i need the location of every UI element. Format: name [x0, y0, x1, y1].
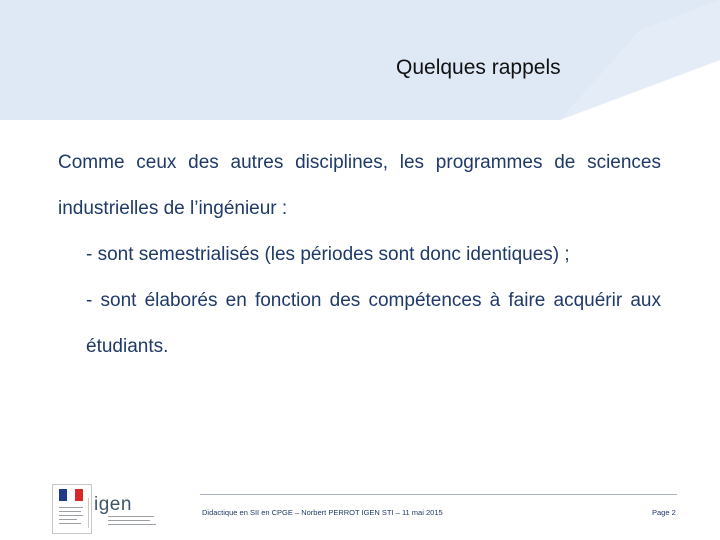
intro-paragraph: Comme ceux des autres disciplines, les programmes de sciences industrielles de l’ingénieur :	[58, 152, 661, 219]
bullet-item-2: - sont élaborés en fonction des compétences à faire acquérir aux étudiants.	[86, 290, 661, 357]
logo-text-line	[59, 507, 83, 508]
slide-body	[58, 140, 661, 370]
logo-text-line	[59, 511, 81, 512]
page-number: Page 2	[652, 508, 676, 517]
footer-caption: Didactique en SII en CPGE – Norbert PERROT IGEN STI – 11 mai 2015	[202, 508, 443, 517]
slide-title: Quelques rappels	[396, 56, 561, 79]
footer-rule	[200, 494, 677, 495]
logo-text-line	[59, 519, 77, 520]
marianne-logo	[52, 484, 92, 534]
french-flag-icon	[59, 489, 83, 501]
logo-divider	[88, 498, 89, 528]
bullet-item-1: - sont semestrialisés (les périodes sont donc identiques) ;	[86, 244, 570, 265]
logo-text-line	[59, 523, 81, 524]
igen-logo: igen	[94, 494, 132, 515]
igen-logo-subtitle	[108, 516, 156, 528]
logo-text-line	[59, 515, 83, 516]
header-band	[0, 0, 720, 120]
